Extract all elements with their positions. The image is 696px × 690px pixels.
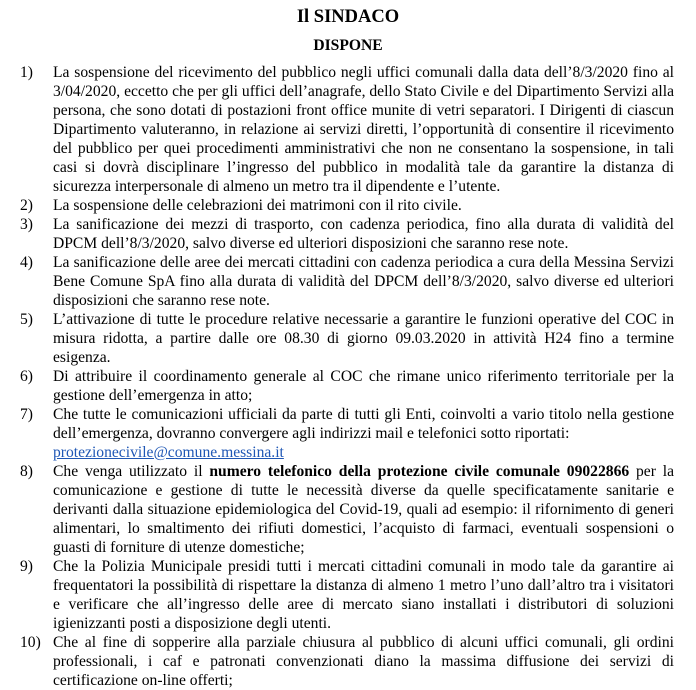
provisions-list [0,63,696,690]
item-number: 3) [20,216,33,233]
item-number: 2) [20,197,33,214]
item-number: 9) [20,558,33,575]
item-number: 5) [20,311,33,328]
document-page [0,7,696,690]
item-text: Che venga utilizzato il [53,463,210,480]
item-text: Che al fine di sopperire alla parziale chiusura al pubblico di alcuni uffici comunali, gli ordini professionali, i caf e patronati convenzionati diano la massima diffusione dei servizi di certificazione on-line offerti; [53,634,674,689]
item-text: Che la Polizia Municipale presidi tutti i mercati cittadini comunali in modo tale da garantire ai frequentatori la possibilità di rispettare la distanza di almeno 1 metro l’uno dall’altro tra i visitatori e verificare che all’ingresso delle aree di mercato siano installati i distributori di soluzioni igienizzanti posti a disposizione degli utenti. [53,558,674,632]
email-link[interactable]: protezionecivile@comune.messina.it [53,444,284,461]
item-text: La sanificazione delle aree dei mercati cittadini con cadenza periodica a cura della Messina Servizi Bene Comune SpA fino alla durata di validità del DPCM dell’8/3/2020, salvo diverse ed ulteriori disposizioni che saranno rese note. [53,254,674,309]
list-item [0,633,696,690]
phone-number-text: numero telefonico della protezione civile comunale 09022866 [209,463,630,480]
list-item [0,196,696,215]
list-item [0,215,696,253]
list-item [0,557,696,633]
list-item [0,462,696,557]
document-title: Il SINDACO [296,7,400,27]
list-item [0,253,696,310]
item-text: L’attivazione di tutte le procedure relative necessarie a garantire le funzioni operative del COC in misura ridotta, a partire dalle ore 08.30 di giorno 09.03.2020 in attività H24 fino a termine esigenza. [53,311,674,366]
item-text: Che tutte le comunicazioni ufficiali da parte di tutti gli Enti, coinvolti a vario titolo nella gestione dell’emergenza, dovranno convergere agli indirizzi mail e telefonici sotto riportati: [53,406,674,442]
item-number: 10) [20,634,41,651]
list-item [0,405,696,462]
item-number: 7) [20,406,33,423]
document-subtitle: DISPONE [313,37,383,54]
list-item [0,310,696,367]
item-text: La sanificazione dei mezzi di trasporto, con cadenza periodica, fino alla durata di validità del DPCM dell’8/3/2020, salvo diverse ed ulteriori disposizioni che saranno rese note. [53,216,674,252]
item-number: 1) [20,64,33,81]
item-text: La sospensione delle celebrazioni dei matrimoni con il rito civile. [53,197,462,214]
list-item [0,63,696,196]
item-number: 6) [20,368,33,385]
item-number: 8) [20,463,33,480]
item-number: 4) [20,254,33,271]
item-text: La sospensione del ricevimento del pubblico negli uffici comunali dalla data dell’8/3/2020 fino al 3/04/2020, eccetto che per gli uffici dell’anagrafe, dello Stato Civile e del Dipartimento Servizi alla persona, che sono dotati di postazioni front office munite di vetri separatori. I Dirigenti di ciascun Dipartimento valuteranno, in relazione ai servizi diretti, l’opportunità di consentire il ricevimento del pubblico per quei procedimenti amministrativi che non ne consentano la sospensione, in tali casi si dovrà disciplinare l’ingresso del pubblico in modalità tale da garantire la distanza di sicurezza interpersonale di almeno un metro tra il dipendente e l’utente. [53,64,674,195]
item-text: per la comunicazione e gestione di tutte le necessità diverse da quelle specificatamente sanitarie e derivanti dalla situazione epidemiologica del Covid-19, quali ad esempio: il rifornimento di generi alimentari, lo smaltimento dei rifiuti domestici, l’acquisto di farmaci, eventuali sospensioni o guasti di forniture di utenze domestiche; [53,463,674,556]
list-item [0,367,696,405]
item-text: Di attribuire il coordinamento generale al COC che rimane unico riferimento territoriale per la gestione dell’emergenza in atto; [53,368,674,404]
